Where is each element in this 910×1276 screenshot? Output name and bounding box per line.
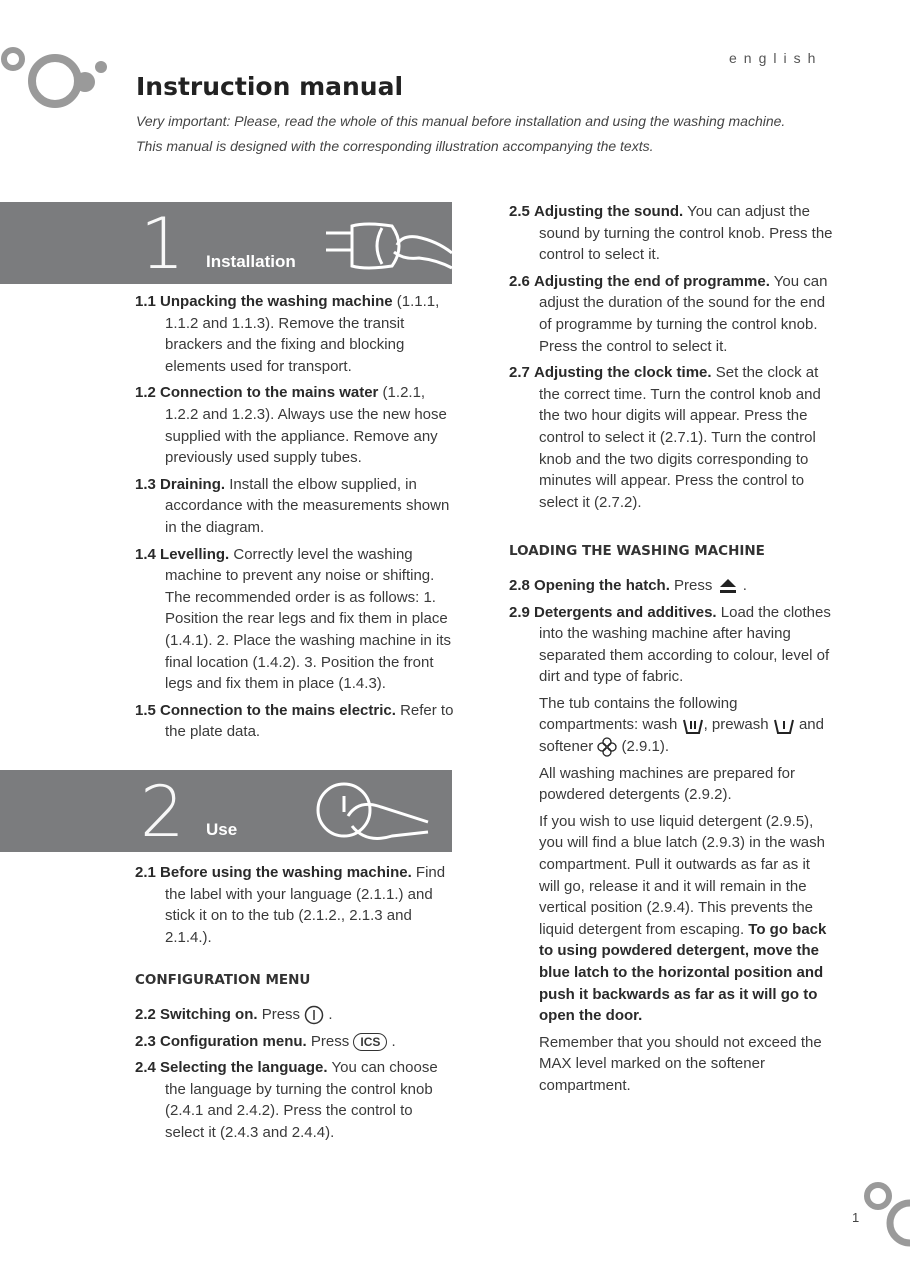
list-item: 1.4 Levelling. Correctly level the washing machine to prevent any noise or shifting. The recommended order is as follows: 1. Position the rear legs and fix them in place (1.4.1). 2. Place the washing machine in its final location (1.4.2). 3. Position the front legs and fix them in place (1.4.3). [135,545,451,693]
list-item: 2.5 Adjusting the sound. You can adjust the sound by turning the control knob. Press the control to select it. [509,203,833,264]
list-item: 2.4 Selecting the language. You can choose the language by turning the control knob (2.4.1 and 2.4.2). Press the control to select it (2.4.3 and 2.4.4). [135,1059,438,1141]
section-label: Use [206,820,238,839]
section-label: Installation [206,252,296,271]
plug-icon [322,220,452,276]
section2-list [135,862,455,1149]
list-item: 2.7 Adjusting the clock time. Set the clock at the correct time. Turn the control knob and the two hour digits will appear. Press the control to select it (2.7.1). Turn the control knob and the two digits corresponding to minutes will appear. Press the control to select it (2.7.2). [509,364,821,511]
paragraph-powder: All washing machines are prepared for powdered detergents (2.9.2). [539,764,795,804]
intro-line-2: This manual is designed with the corresponding illustration accompanying the texts. [136,138,654,154]
prewash-compartment-icon [773,717,795,735]
list-item: 2.2 Switching on. Press . [135,1004,455,1026]
page-title: Instruction manual [136,72,404,101]
list-item: 2.6 Adjusting the end of programme. You can adjust the duration of the sound for the end of programme by turning the control knob. Press the control to select it. [509,272,828,355]
finger-press-icon [312,776,442,848]
list-item: 2.3 Configuration menu. Press ICS . [135,1032,396,1050]
ics-button-icon: ICS [353,1033,387,1051]
list-item: 2.1 Before using the washing machine. Find the label with your language (2.1.1.) and stick it on to the tub (2.1.2., 2.1.3 and 2.1.4.). [135,864,446,946]
list-item: 1.5 Connection to the mains electric. Refer to the plate data. [135,701,454,741]
list-item: 1.2 Connection to the mains water (1.2.1, 1.2.2 and 1.2.3). Always use the new hose supplied with the appliance. Remove any previously used supply tubes. [135,384,447,467]
section-band-use [0,770,452,852]
right-column [509,201,834,1102]
eject-icon [717,577,739,595]
footer-logo [860,1178,910,1248]
paragraph-max: Remember that you should not exceed the MAX level marked on the softener compartment. [539,1033,822,1094]
language-label: english [729,50,823,66]
intro-line-1: Very important: Please, read the whole of this manual before installation and using the washing machine. [136,113,786,129]
brand-logo [0,38,110,113]
list-item: 2.9 Detergents and additives. Load the clothes into the washing machine after having separated them according to colour, level of dirt and type of fabric. [509,603,831,686]
softener-flower-icon [597,737,617,757]
paragraph-liquid: If you wish to use liquid detergent (2.9.5), you will find a blue latch (2.9.3) in the wash compartment. Pull it outwards as far as it will go, release it and it will remain in the vertical position (2.9.4). This prevents the liquid detergent from escaping. To go back to using powdered detergent, move the blue latch to the horizontal position and push it backwards as far as it will go to open the door. [539,812,827,1025]
section-band-installation [0,202,452,284]
config-heading: CONFIGURATION MENU [135,972,311,989]
loading-heading: LOADING THE WASHING MACHINE [509,543,765,560]
section-number: 2 [140,771,185,853]
list-item: 1.3 Draining. Install the elbow supplied, in accordance with the measurements shown in the diagram. [135,475,450,536]
section-number: 1 [140,203,185,285]
section1-list [135,291,455,748]
wash-compartment-icon [682,717,704,735]
power-button-icon [304,1005,324,1025]
list-item: 2.8 Opening the hatch. Press . [509,576,747,594]
paragraph-tub: The tub contains the following compartments: wash , prewash and softener (2.9.1). [509,693,834,758]
page-number: 1 [852,1210,860,1225]
list-item: 1.1 Unpacking the washing machine (1.1.1, 1.1.2 and 1.1.3). Remove the transit brackers and the fixing and blocking elements used for transport. [135,293,440,375]
